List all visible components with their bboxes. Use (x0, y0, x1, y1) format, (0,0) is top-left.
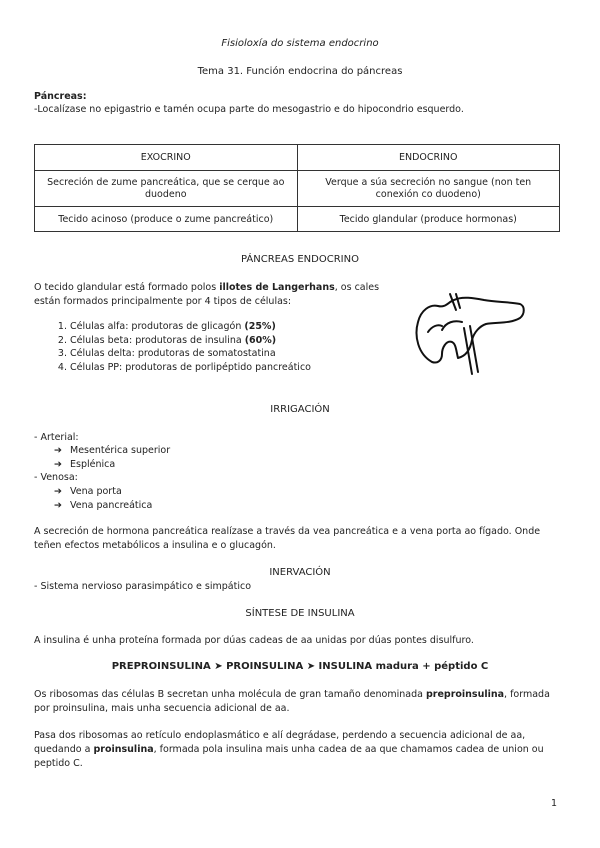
list-item: 2. Células beta: produtoras de insulina (60%) (70, 334, 311, 348)
table-header-endocrine: ENDOCRINO (297, 145, 560, 171)
list-item: 1. Células alfa: produtoras de glicagón (25%) (70, 320, 311, 334)
table-header-row (35, 145, 560, 171)
irrigation-heading: IRRIGACIÓN (270, 404, 330, 415)
insulin-pathway: PREPROINSULINA ➤ PROINSULINA ➤ INSULINA madura + péptido C (111, 661, 489, 672)
list-item: ➔ Esplénica (54, 459, 116, 470)
endocrine-intro: O tecido glandular está formado polos illotes de Langerhans, os cales están formados principalmente por 4 tipos de células: (34, 282, 380, 307)
pancreas-heading: Páncreas: (34, 91, 87, 102)
table-row (35, 171, 560, 207)
venous-label: - Venosa: (34, 472, 78, 483)
preproinsulin-term: preproinsulina (425, 689, 505, 700)
list-item: ➔ Vena pancreática (54, 500, 153, 511)
synthesis-heading: SÍNTESE DE INSULINA (245, 608, 355, 619)
table-cell: Tecido acinoso (produce o zume pancreático) (35, 207, 298, 232)
table-row (35, 207, 560, 232)
langerhans-term: illotes de Langerhans (219, 282, 335, 293)
arterial-label: - Arterial: (34, 432, 79, 443)
innervation-text: - Sistema nervioso parasimpático e simpático (34, 581, 252, 592)
table-cell: Tecido glandular (produce hormonas) (297, 207, 560, 232)
synthesis-intro: A insulina é unha proteína formada por dúas cadeas de aa unidas por dúas pontes disulfuro. (34, 635, 474, 646)
endocrine-heading: PÁNCREAS ENDOCRINO (241, 254, 359, 265)
page-number: 1 (551, 798, 558, 809)
table-cell: Verque a súa secreción no sangue (non ten conexión co duodeno) (297, 171, 560, 207)
comparison-table (34, 144, 560, 232)
table-cell: Secreción de zume pancreática, que se cerque ao duodeno (35, 171, 298, 207)
pancreas-location: -Localízase no epigastrio e tamén ocupa parte do mesogastrio e do hipocondrio esquerdo. (34, 104, 464, 115)
synthesis-paragraph-1: Os ribosomas das células B secretan unha molécula de gran tamaño denominada preproinsulina, formada por proinsulina, mais unha secuencia adicional de aa. (34, 689, 550, 714)
list-item: ➔ Mesentérica superior (54, 445, 171, 456)
list-item: 4. Células PP: produtoras de porlipéptido pancreático (70, 361, 311, 375)
pancreas-drawing (412, 292, 527, 377)
irrigation-note: A secreción de hormona pancreática realízase a través da vea pancreática e a vena porta ao fígado. Onde teñen efectos metabólicos a insulina e o glucagón. (34, 526, 541, 551)
list-item: 3. Células delta: produtoras de somatostatina (70, 347, 311, 361)
proinsulin-term: proinsulina (93, 744, 154, 755)
table-header-exocrine: EXOCRINO (35, 145, 298, 171)
list-item: ➔ Vena porta (54, 486, 122, 497)
innervation-heading: INERVACIÓN (269, 567, 331, 578)
subject-header: Fisioloxía do sistema endocrino (221, 38, 379, 49)
cell-types-list (52, 320, 311, 374)
synthesis-paragraph-2: Pasa dos ribosomas ao retículo endoplasmático e alí degrádase, perdendo a secuencia adicional de aa, quedando a proinsulina, formada pola insulina mais unha cadea de aa que chamamos cadea de union ou peptido C. (34, 730, 544, 769)
topic-title: Tema 31. Función endocrina do páncreas (197, 66, 403, 77)
